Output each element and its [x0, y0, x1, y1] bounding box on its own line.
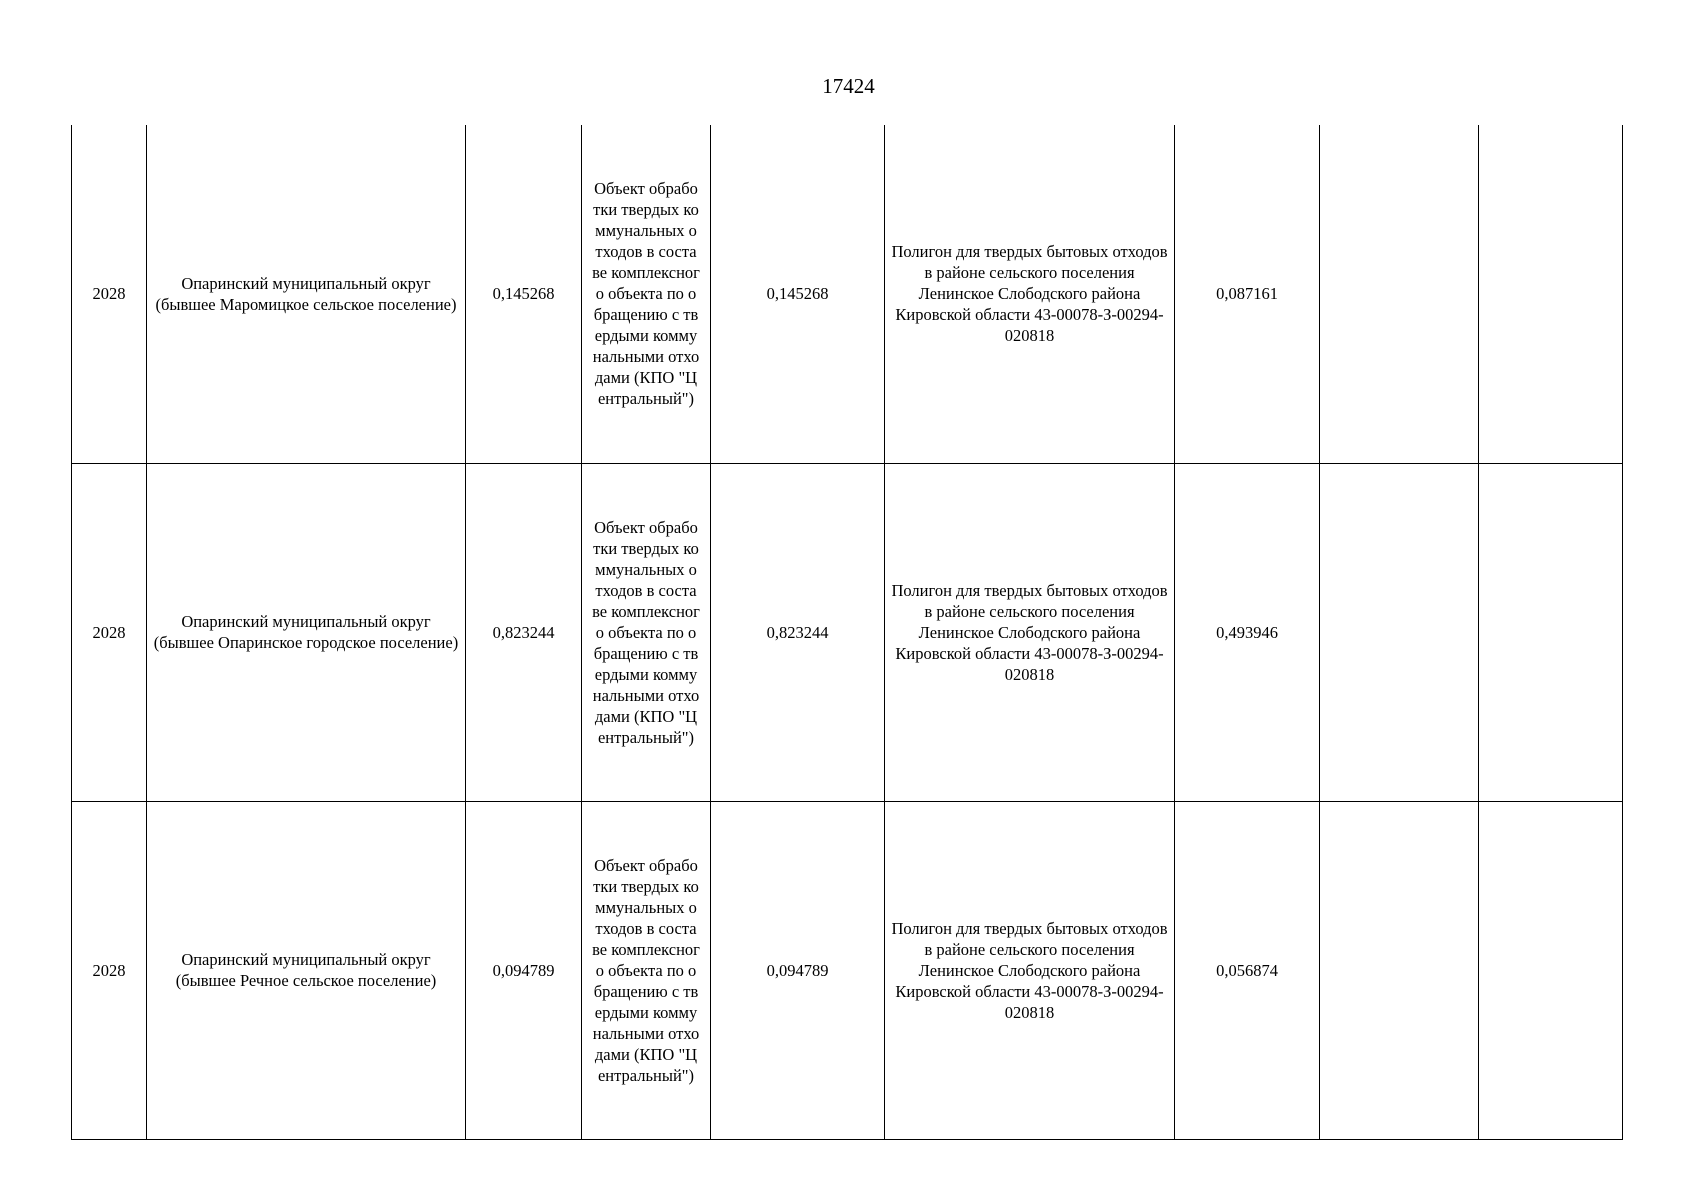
cell-municipality: Опаринский муниципальный округ (бывшее Речное сельское поселение) [147, 801, 466, 1139]
waste-flow-table [71, 125, 1623, 1140]
object-type-text: Объект обработки твердых коммунальных отходов в составе комплексного объекта по обращению с твердыми коммунальными отходами (КПО "Центральный") [592, 517, 700, 747]
cell-mass-to-object: 0,823244 [711, 463, 885, 801]
cell-empty [1320, 801, 1479, 1139]
table-row [72, 463, 1623, 801]
cell-year: 2028 [72, 801, 147, 1139]
cell-empty [1479, 463, 1623, 801]
cell-municipality: Опаринский муниципальный округ (бывшее Маромицкое сельское поселение) [147, 125, 466, 463]
cell-empty [1320, 463, 1479, 801]
cell-destination: Полигон для твердых бытовых отходов в районе сельского поселения Ленинское Слободского района Кировской области 43-00078-З-00294-020818 [885, 463, 1175, 801]
cell-mass-to-object: 0,145268 [711, 125, 885, 463]
cell-year: 2028 [72, 125, 147, 463]
cell-mass-generated: 0,823244 [466, 463, 582, 801]
object-type-text: Объект обработки твердых коммунальных отходов в составе комплексного объекта по обращению с твердыми коммунальными отходами (КПО "Центральный") [592, 855, 700, 1085]
cell-empty [1479, 125, 1623, 463]
cell-object-type [582, 801, 711, 1139]
cell-destination: Полигон для твердых бытовых отходов в районе сельского поселения Ленинское Слободского района Кировской области 43-00078-З-00294-020818 [885, 801, 1175, 1139]
cell-mass-to-destination: 0,493946 [1175, 463, 1320, 801]
cell-mass-generated: 0,145268 [466, 125, 582, 463]
table-row [72, 125, 1623, 463]
cell-empty [1479, 801, 1623, 1139]
cell-mass-to-destination: 0,087161 [1175, 125, 1320, 463]
cell-mass-to-destination: 0,056874 [1175, 801, 1320, 1139]
cell-mass-generated: 0,094789 [466, 801, 582, 1139]
cell-year: 2028 [72, 463, 147, 801]
table-row [72, 801, 1623, 1139]
cell-destination: Полигон для твердых бытовых отходов в районе сельского поселения Ленинское Слободского района Кировской области 43-00078-З-00294-020818 [885, 125, 1175, 463]
page-number: 17424 [822, 74, 875, 98]
cell-mass-to-object: 0,094789 [711, 801, 885, 1139]
object-type-text: Объект обработки твердых коммунальных отходов в составе комплексного объекта по обращению с твердыми коммунальными отходами (КПО "Центральный") [592, 179, 700, 409]
cell-object-type [582, 125, 711, 463]
cell-municipality: Опаринский муниципальный округ (бывшее Опаринское городское поселение) [147, 463, 466, 801]
cell-object-type [582, 463, 711, 801]
cell-empty [1320, 125, 1479, 463]
